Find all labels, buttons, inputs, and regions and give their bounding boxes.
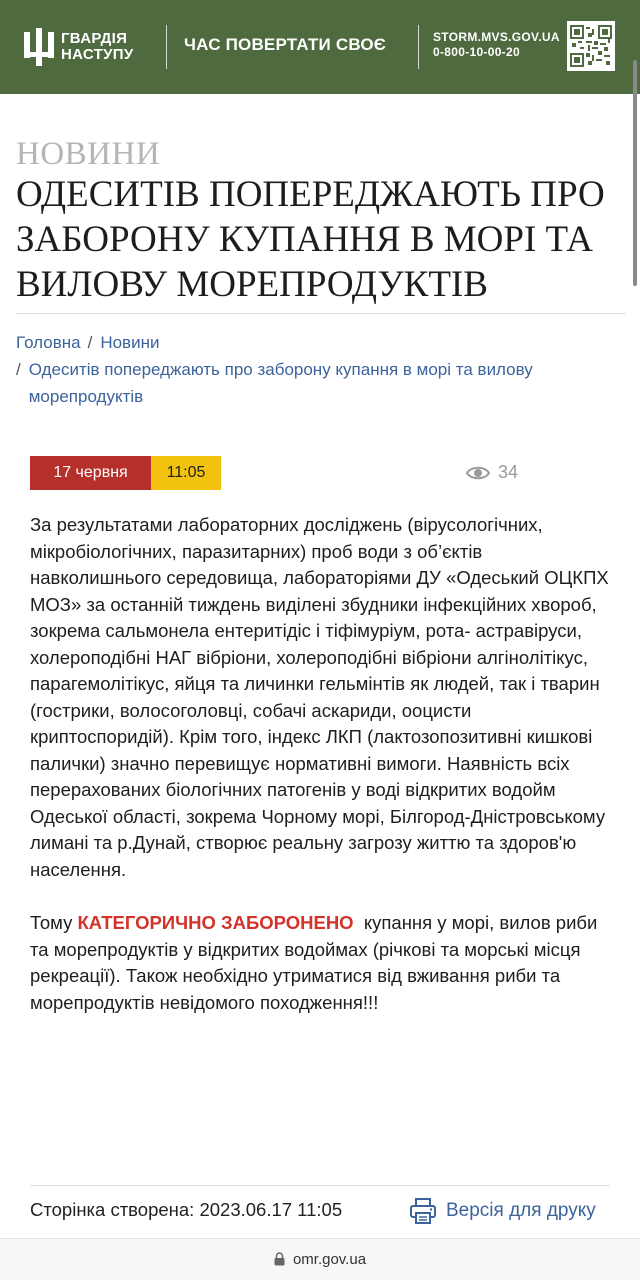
print-version-label: Версія для друку [446, 1200, 596, 1221]
eye-icon [466, 464, 490, 482]
lock-icon [274, 1252, 285, 1266]
view-counter [466, 462, 518, 483]
promo-banner[interactable] [0, 0, 640, 94]
banner-phone: 0-800-10-00-20 [433, 45, 520, 59]
logo-line-1: ГВАРДІЯ [61, 30, 128, 47]
breadcrumb-separator: / [87, 333, 93, 352]
print-version-link[interactable] [408, 1196, 596, 1226]
section-label: НОВИНИ [16, 136, 161, 172]
view-count: 34 [498, 462, 519, 482]
date-badge: 17 червня [30, 456, 151, 490]
time-badge: 11:05 [151, 456, 221, 490]
banner-divider [418, 25, 419, 69]
article-body [30, 512, 615, 1016]
banner-logo-text [61, 31, 133, 63]
article-paragraph [30, 910, 615, 1016]
logo-line-2: НАСТУПУ [61, 46, 134, 63]
banner-site: STORM.MVS.GOV.UA [433, 30, 560, 44]
qr-code-icon [567, 21, 615, 71]
footer-divider [30, 1185, 610, 1186]
breadcrumb-home-link[interactable]: Головна [16, 333, 81, 352]
article-paragraph: За результатами лабораторних досліджень (вірусологічних, мікробіологічних, паразитарних) проб води з об’єктів навколишнього середовища, лабораторіями ДУ «Одеський ОЦКПХ МОЗ» за останній тиждень виділені збудники інфекційних хвороб, зокрема сальмонела ентеритідіс і тіфімуріум, рота- астравіруси, холероподібні НАГ вібріони, холероподібні вібріони алгінолітікус, парагемолітікус, яйця та личинки гельмінтів як людей, так і тварин (гострики, волосоголовці, собачі аскариди, ооцисти криптоспоридій). Крім того, індекс ЛКП (лактозопозитивні кишкові палички) значно перевищує нормативні вимоги. Наявність всіх перерахованих біологічних патогенів у воді відкритих водойм Одеської області, зокрема Чорному морі, Білгород-Дністровському лимані та р.Дунай, створює реальну загрозу життю та здоров'ю населення. [30, 514, 609, 880]
breadcrumb [16, 329, 616, 410]
banner-divider [166, 25, 167, 69]
trident-logo-icon [24, 28, 54, 66]
scrollbar[interactable] [633, 60, 637, 286]
page-created-date: Сторінка створена: 2023.06.17 11:05 [30, 1199, 343, 1220]
breadcrumb-separator: / [16, 360, 21, 379]
page-title: ОДЕСИТІВ ПОПЕРЕДЖАЮТЬ ПРО ЗАБОРОНУ КУПАННЯ В МОРІ ТА ВИЛОВУ МОРЕПРОДУКТІВ [16, 174, 605, 305]
browser-address-bar[interactable] [0, 1238, 640, 1280]
banner-contact [433, 30, 560, 60]
paragraph-lead: Тому [30, 912, 78, 933]
url-text: omr.gov.ua [292, 1251, 367, 1268]
paragraph-rest: купання у морі, вилов риби та морепродуктів у відкритих водоймах (річкові та морські місця рекреації). Також необхідно утриматися від вживання риби та морепродуктів невідомого походження!!! [30, 912, 603, 1013]
banner-slogan: ЧАС ПОВЕРТАТИ СВОЄ [184, 35, 387, 54]
title-divider [16, 313, 626, 314]
breadcrumb-news-link[interactable]: Новини [100, 333, 160, 352]
prohibition-highlight: КАТЕГОРИЧНО ЗАБОРОНЕНО [77, 912, 354, 933]
printer-icon [408, 1196, 438, 1226]
breadcrumb-current-link[interactable]: Одеситів попереджають про заборону купання в морі та вилову морепродуктів [28, 360, 533, 406]
url-display[interactable] [0, 1251, 640, 1268]
